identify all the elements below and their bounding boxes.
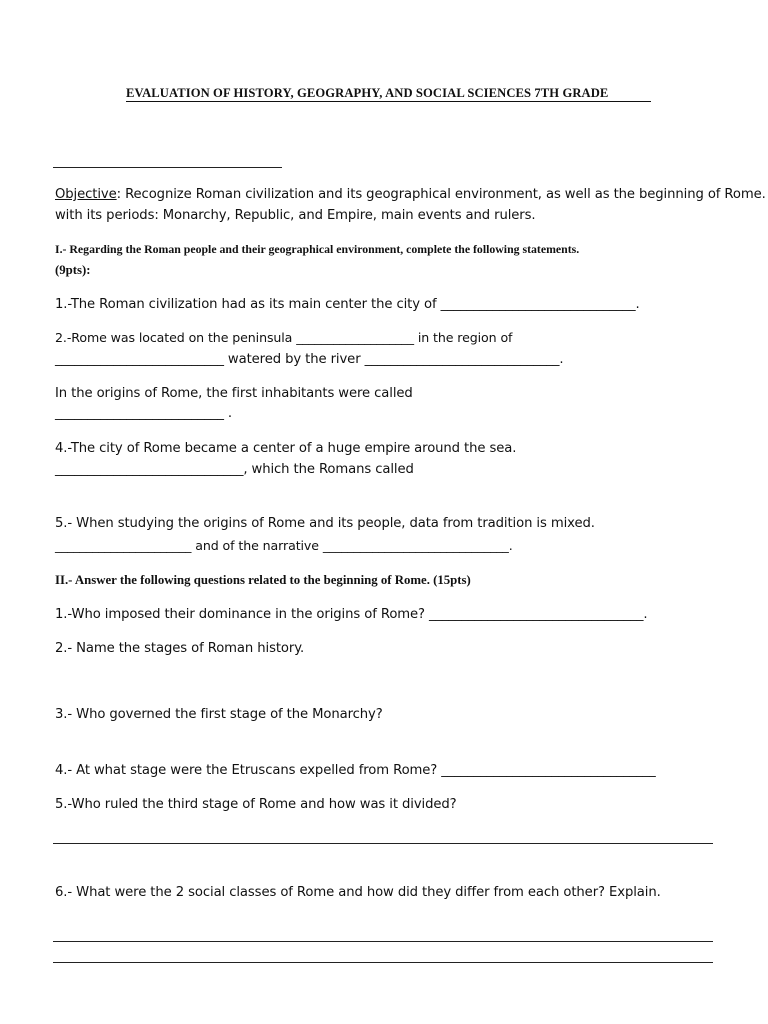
s2-question-1: 1.-Who imposed their dominance in the origins of Rome? _________________________________. <box>55 607 648 622</box>
answer-line <box>53 843 713 844</box>
s1-question-3-line-2: __________________________ . <box>55 406 233 421</box>
s1-question-5-line-1: 5.- When studying the origins of Rome and its people, data from tradition is mixed. <box>55 516 595 531</box>
objective-text: : Recognize Roman civilization and its geographical environment, as well as the beginning of Rome. <box>116 187 766 202</box>
s2-question-6: 6.- What were the 2 social classes of Rome and how did they differ from each other? Explain. <box>55 885 661 900</box>
s2-question-5: 5.-Who ruled the third stage of Rome and how was it divided? <box>55 797 457 812</box>
objective-line-1 <box>55 187 766 202</box>
s1-question-2-line-2: __________________________ watered by the river ______________________________. <box>55 352 564 367</box>
answer-line <box>53 962 713 963</box>
s1-question-4-line-2: _____________________________, which the Romans called <box>55 462 414 477</box>
page-title: EVALUATION OF HISTORY, GEOGRAPHY, AND SOCIAL SCIENCES 7TH GRADE <box>126 86 609 100</box>
section-2-heading: II.- Answer the following questions related to the beginning of Rome. (15pts) <box>55 573 471 587</box>
s1-question-2-line-1: 2.-Rome was located on the peninsula ___________________ in the region of <box>55 330 513 345</box>
s2-question-4: 4.- At what stage were the Etruscans expelled from Rome? _________________________________ <box>55 763 656 778</box>
answer-line <box>53 941 713 942</box>
s2-question-2: 2.- Name the stages of Roman history. <box>55 641 305 656</box>
objective-label: Objective <box>55 187 117 202</box>
title-underline <box>126 101 651 102</box>
section-1-points: (9pts): <box>55 263 91 277</box>
s2-question-3: 3.- Who governed the first stage of the Monarchy? <box>55 707 383 722</box>
s1-question-4-line-1: 4.-The city of Rome became a center of a huge empire around the sea. <box>55 441 517 456</box>
section-1-heading: I.- Regarding the Roman people and their geographical environment, complete the following statements. <box>55 242 580 256</box>
s1-question-5-line-2: ______________________ and of the narrative ______________________________. <box>55 538 513 553</box>
s1-question-1: 1.-The Roman civilization had as its main center the city of ______________________________. <box>55 297 640 312</box>
s1-question-3-line-1: In the origins of Rome, the first inhabitants were called <box>55 386 413 401</box>
objective-line-2: with its periods: Monarchy, Republic, and Empire, main events and rulers. <box>55 208 536 223</box>
name-blank-line <box>53 167 282 168</box>
